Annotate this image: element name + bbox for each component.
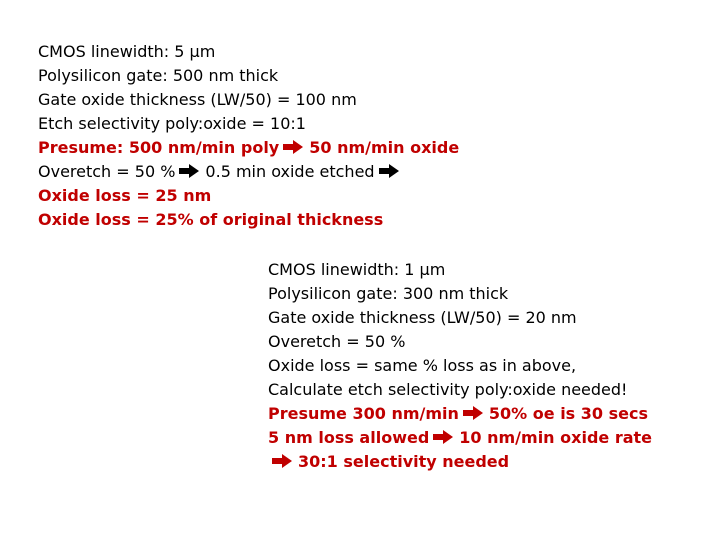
right-arrow-icon	[283, 140, 303, 154]
linewidth-line: CMOS linewidth: 5 µm	[38, 42, 216, 61]
oxide-rate-text: 10 nm/min oxide rate	[459, 428, 652, 447]
poly-thickness-line: Polysilicon gate: 500 nm thick	[38, 66, 279, 85]
right-arrow-icon	[272, 454, 292, 468]
selectivity-result-text: 30:1 selectivity needed	[298, 452, 510, 471]
right-arrow-icon	[379, 164, 399, 178]
problem-part-2	[268, 258, 652, 474]
overetch-line	[38, 160, 459, 184]
calculate-line: Calculate etch selectivity poly:oxide needed!	[268, 380, 628, 399]
poly-thickness-line: Polysilicon gate: 300 nm thick	[268, 284, 509, 303]
oxide-thickness-line: Gate oxide thickness (LW/50) = 100 nm	[38, 90, 357, 109]
oxide-loss-line: Oxide loss = same % loss as in above,	[268, 356, 577, 375]
overetch-time-text: 50% oe is 30 secs	[488, 404, 648, 423]
presume-text: Presume 300 nm/min	[268, 404, 459, 423]
linewidth-line: CMOS linewidth: 1 µm	[268, 260, 446, 279]
problem-part-1	[38, 40, 459, 232]
selectivity-line: Etch selectivity poly:oxide = 10:1	[38, 114, 306, 133]
oxide-etched-text: 0.5 min oxide etched	[205, 162, 375, 181]
overetch-text: Overetch = 50 %	[38, 162, 176, 181]
loss-allowed-line	[268, 426, 652, 450]
oxide-rate-text: 50 nm/min oxide	[309, 138, 460, 157]
presume-line	[268, 402, 652, 426]
presume-line	[38, 136, 459, 160]
presume-text: Presume: 500 nm/min poly	[38, 138, 280, 157]
loss-allowed-text: 5 nm loss allowed	[268, 428, 430, 447]
right-arrow-icon	[179, 164, 199, 178]
overetch-line: Overetch = 50 %	[268, 332, 406, 351]
oxide-thickness-line: Gate oxide thickness (LW/50) = 20 nm	[268, 308, 577, 327]
right-arrow-icon	[433, 430, 453, 444]
right-arrow-icon	[463, 406, 483, 420]
selectivity-result-line	[268, 450, 652, 474]
oxide-loss-line: Oxide loss = 25 nm	[38, 186, 212, 205]
oxide-loss-percent-line: Oxide loss = 25% of original thickness	[38, 210, 384, 229]
